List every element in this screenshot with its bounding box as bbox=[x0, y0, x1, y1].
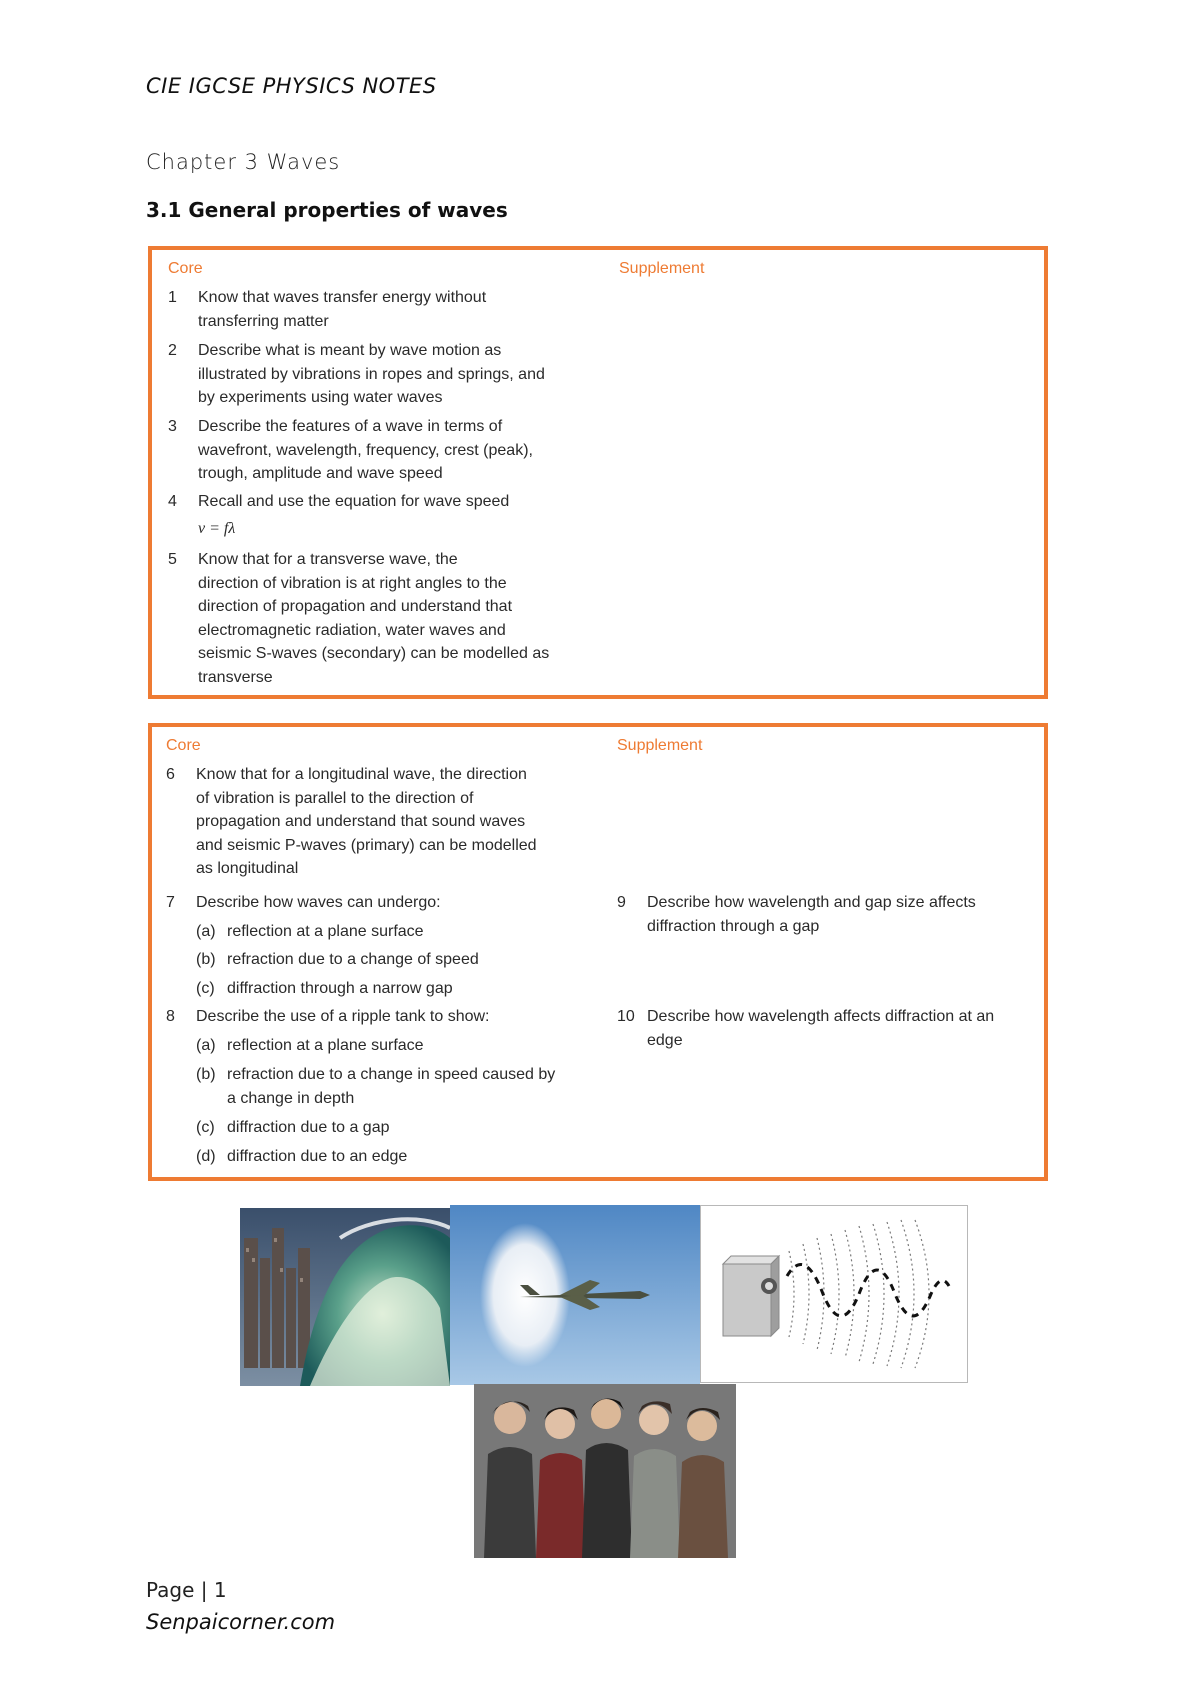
core-label: Core bbox=[168, 260, 203, 277]
sub-text-line: refraction due to a change in speed caused by bbox=[227, 1066, 556, 1083]
sub-label: (c) bbox=[196, 1119, 215, 1136]
item-text-line: transverse bbox=[198, 668, 273, 686]
item-text-line: by experiments using water waves bbox=[198, 389, 443, 406]
item-text-line: Describe how wavelength and gap size affects bbox=[647, 894, 976, 911]
item-text-line: as longitudinal bbox=[196, 860, 299, 877]
syllabus-box-1 bbox=[148, 246, 1048, 699]
sub-text: refraction due to a change of speed bbox=[227, 951, 479, 968]
sub-label: (b) bbox=[196, 1066, 216, 1083]
item-number: 1 bbox=[168, 289, 177, 306]
band-photo-image bbox=[474, 1384, 736, 1558]
item-number: 4 bbox=[168, 493, 177, 510]
chapter-title: Chapter 3 Waves bbox=[146, 150, 341, 174]
item-number: 10 bbox=[617, 1008, 635, 1025]
item-text: Describe how waves can undergo: bbox=[196, 894, 441, 911]
item-text-line: Describe what is meant by wave motion as bbox=[198, 342, 502, 359]
item-text-line: direction of propagation and understand that bbox=[198, 598, 513, 615]
item-number: 9 bbox=[617, 894, 626, 911]
item-text-line: transferring matter bbox=[198, 312, 329, 330]
syllabus-box-2 bbox=[148, 723, 1048, 1181]
item-text-line: Describe how wavelength affects diffraction at an bbox=[647, 1008, 995, 1025]
sub-text: diffraction due to an edge bbox=[227, 1148, 408, 1165]
sub-label: (d) bbox=[196, 1148, 216, 1165]
item-text-line: Know that waves transfer energy without bbox=[198, 289, 487, 306]
item-text-line: trough, amplitude and wave speed bbox=[198, 465, 443, 482]
core-label: Core bbox=[166, 737, 201, 754]
item-text-line: illustrated by vibrations in ropes and springs, and bbox=[198, 365, 545, 383]
item-text-line: direction of vibration is at right angles to the bbox=[198, 574, 507, 592]
section-title: 3.1 General properties of waves bbox=[146, 198, 508, 222]
sub-text: reflection at a plane surface bbox=[227, 923, 424, 940]
item-text: Describe the use of a ripple tank to show: bbox=[196, 1008, 490, 1025]
item-text-line: Describe the features of a wave in terms of bbox=[198, 418, 503, 435]
item-text-line: seismic S-waves (secondary) can be modelled as bbox=[198, 645, 550, 662]
item-text-line: diffraction through a gap bbox=[647, 917, 820, 935]
sub-label: (b) bbox=[196, 951, 216, 968]
supplement-label: Supplement bbox=[617, 737, 703, 754]
speaker-sound-waves-image bbox=[700, 1205, 968, 1383]
item-text-line: of vibration is parallel to the direction of bbox=[196, 789, 474, 807]
item-number: 7 bbox=[166, 894, 175, 911]
page-number: Page | 1 bbox=[146, 1578, 227, 1602]
item-number: 5 bbox=[168, 551, 177, 568]
sub-text-line: a change in depth bbox=[227, 1089, 355, 1107]
item-text-line: electromagnetic radiation, water waves and bbox=[198, 621, 506, 639]
sub-text: diffraction due to a gap bbox=[227, 1119, 390, 1136]
supplement-label: Supplement bbox=[619, 260, 705, 277]
wave-speed-equation: v = fλ bbox=[198, 520, 236, 537]
item-number: 8 bbox=[166, 1008, 175, 1025]
item-text-line: Know that for a transverse wave, the bbox=[198, 551, 458, 568]
item-number: 6 bbox=[166, 766, 175, 783]
sub-text: reflection at a plane surface bbox=[227, 1037, 424, 1054]
item-text-line: edge bbox=[647, 1031, 683, 1049]
item-text-line: wavefront, wavelength, frequency, crest (peak), bbox=[198, 441, 533, 459]
item-number: 2 bbox=[168, 342, 177, 359]
sub-text: diffraction through a narrow gap bbox=[227, 980, 453, 997]
jet-sonic-boom-image bbox=[450, 1205, 700, 1385]
site-name: Senpaicorner.com bbox=[146, 1610, 336, 1634]
sub-label: (a) bbox=[196, 1037, 216, 1054]
item-text-line: and seismic P-waves (primary) can be modelled bbox=[196, 836, 537, 854]
item-text-line: propagation and understand that sound waves bbox=[196, 813, 526, 830]
item-number: 3 bbox=[168, 418, 177, 435]
sub-label: (c) bbox=[196, 980, 215, 997]
item-text-line: Know that for a longitudinal wave, the direction bbox=[196, 766, 527, 783]
tsunami-wave-image bbox=[240, 1208, 450, 1386]
item-text-line: Recall and use the equation for wave speed bbox=[198, 493, 510, 510]
sub-label: (a) bbox=[196, 923, 216, 940]
header-title: CIE IGCSE PHYSICS NOTES bbox=[146, 74, 437, 98]
